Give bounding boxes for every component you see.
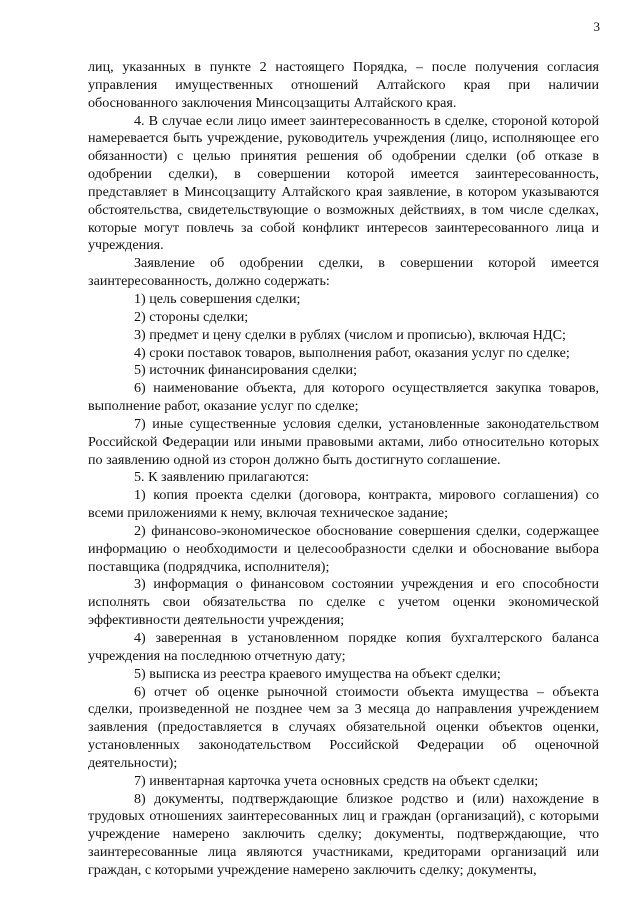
list-item-5: 5) источник финансирования сделки;: [134, 362, 358, 379]
attachment-item-4: 4) заверенная в установленном порядке копия бухгалтерского баланса учреждения на последнюю отчетную дату;: [88, 630, 599, 664]
paragraph-continuation: лиц, указанных в пункте 2 настоящего Порядка, – после получения согласия управления имущественных отношений Алтайского края при наличии обоснованного заключения Минсоцзащиты Алтайского края.: [88, 59, 599, 111]
attachment-item-1: 1) копия проекта сделки (договора, контракта, мирового соглашения) со всеми приложениями к нему, включая техническое задание;: [88, 487, 599, 522]
list-item-2: 2) стороны сделки;: [134, 308, 249, 325]
attachment-item-2: 2) финансово-экономическое обоснование совершения сделки, содержащее информацию о необходимости и целесообразности сделки и обоснование выбора поставщика (подрядчика, исполнителя);: [88, 522, 599, 575]
list-item-1: 1) цель совершения сделки;: [134, 290, 301, 307]
paragraph-clause-5: 5. К заявлению прилагаются:: [134, 469, 310, 486]
list-item-3: 3) предмет и цену сделки в рублях (числом и прописью), включая НДС;: [134, 326, 566, 343]
attachment-item-8: 8) документы, подтверждающие близкое родство и (или) нахождение в трудовых отношениях заинтересованных лиц и граждан (организаций), с которыми учреждение намерено заключить сделку; документы, подтверждающие, что заинтересованные лица являются участниками, кредиторами организаций или граждан, с которыми учреждение намерено заключить сделку; документы,: [88, 790, 599, 878]
list-item-7: 7) иные существенные условия сделки, установленные законодательством Российской Федерации или иными правовыми актами, либо относительно которых по заявлению одной из сторон должно быть достигнуто соглашение.: [88, 415, 599, 468]
attachment-item-6: 6) отчет об оценке рыночной стоимости объекта имущества – объекта сделки, произведенной не позднее чем за 3 месяца до направления учреждением заявления (предоставляется в случаях обязательной оценки объектов оценки, установленных законодательством Российской Федерации об оценочной деятельности);: [88, 683, 599, 771]
paragraph-application-content: Заявление об одобрении сделки, в совершении которой имеется заинтересованность, должно содержать:: [88, 255, 599, 290]
list-item-6: 6) наименование объекта, для которого осуществляется закупка товаров, выполнение работ, оказание услуг по сделке;: [88, 380, 599, 415]
attachment-item-5: 5) выписка из реестра краевого имущества на объект сделки;: [134, 665, 501, 682]
document-body: [88, 59, 599, 880]
list-item-4: 4) сроки поставок товаров, выполнения работ, оказания услуг по сделке;: [134, 344, 570, 361]
attachment-item-7: 7) инвентарная карточка учета основных средств на объект сделки;: [134, 772, 539, 789]
paragraph-clause-4: 4. В случае если лицо имеет заинтересованность в сделке, стороной которой намеревается быть учреждение, руководитель учреждения (лицо, исполняющее его обязанности) с целью принятия решения об одобрении сделки (об отказе в одобрении сделки), в совершении которой имеется заинтересованность, представляет в Минсоцзащиту Алтайского края заявление, в котором указываются обстоятельства, свидетельствующие о возможных действиях, в том числе сделках, которые могут повлечь за собой конфликт интересов заинтересованного лица и учреждения.: [88, 112, 599, 254]
page-number: 3: [593, 19, 600, 34]
attachment-item-3: 3) информация о финансовом состоянии учреждения и его способности исполнять свои обязательства по сделке с учетом оценки экономической эффективности деятельности учреждения;: [88, 576, 599, 629]
